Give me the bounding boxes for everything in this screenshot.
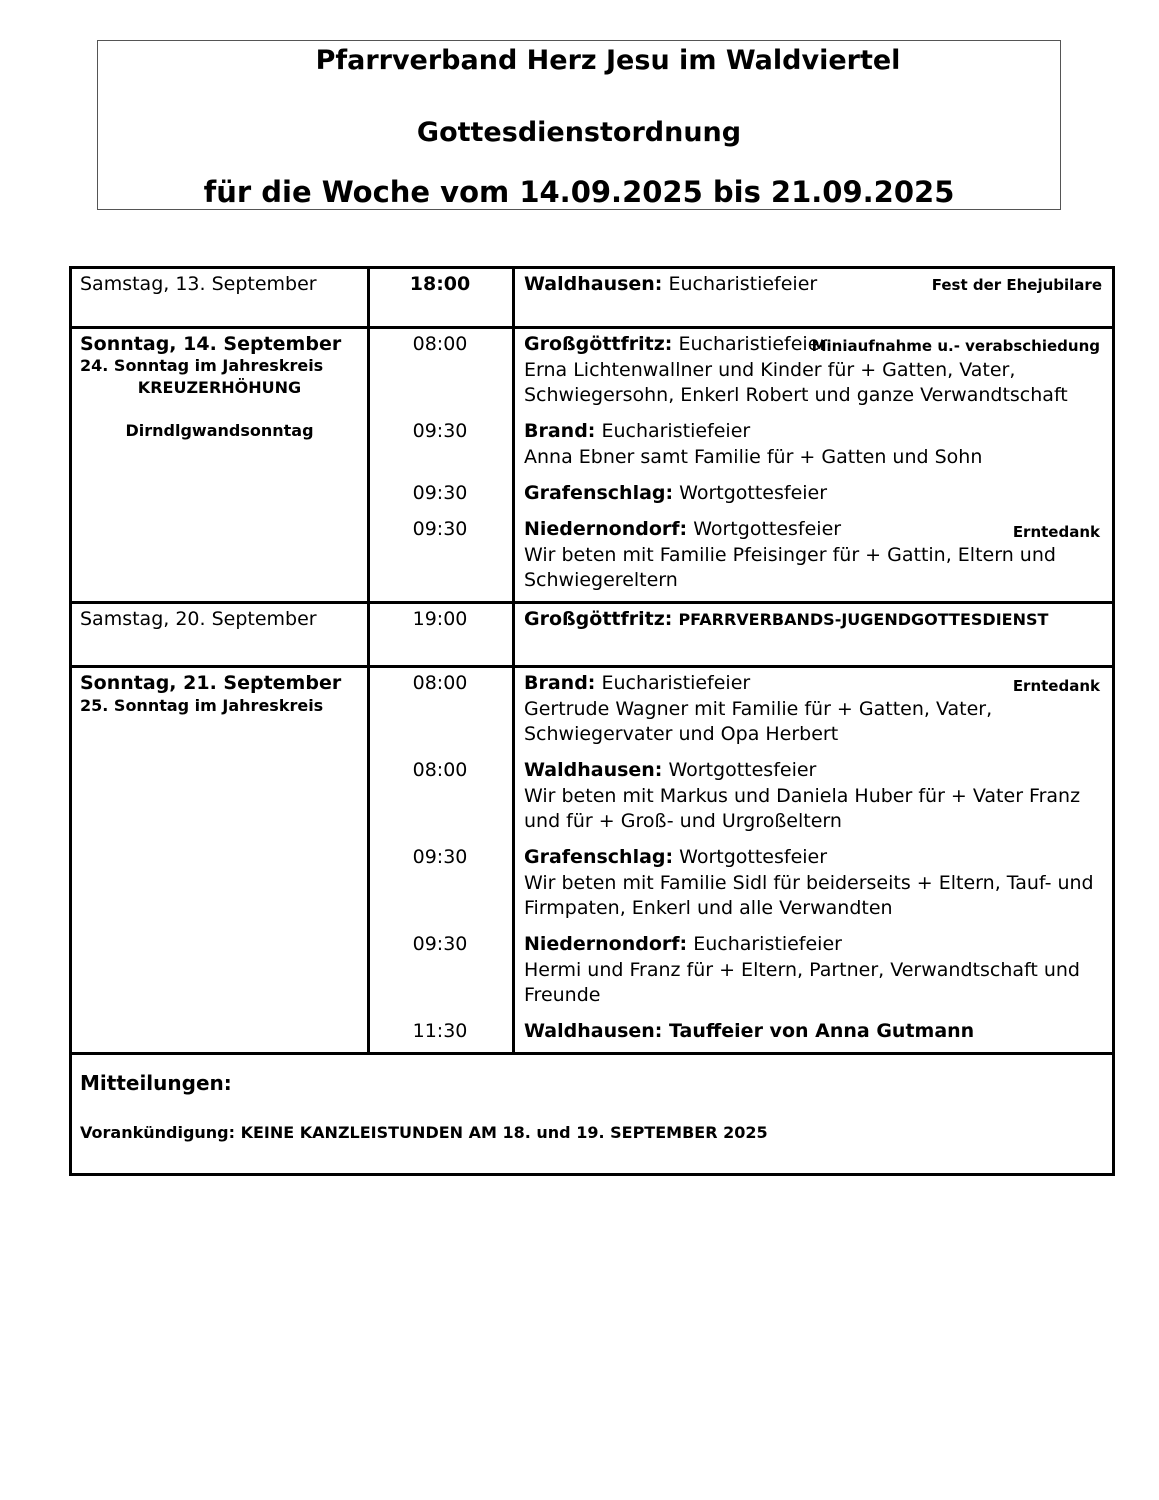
service-entry: Waldhausen: Tauffeier von Anna Gutmann — [524, 1020, 975, 1042]
service-entry: Grafenschlag: Wortgottesfeier — [524, 482, 828, 504]
service-note: Fest der Ehejubilare — [931, 276, 1102, 294]
service-time: 08:00 — [412, 672, 468, 694]
header-box — [97, 40, 1061, 210]
service-entry: Waldhausen: Eucharistiefeier — [524, 273, 818, 295]
service-entry: Grafenschlag: Wortgottesfeier Wir beten mit Familie Sidl für beiderseits + Eltern, Tauf- und Firmpaten, Enkerl und alle Verwandten — [524, 846, 1094, 919]
service-time: 18:00 — [409, 273, 471, 295]
service-time: 08:00 — [412, 333, 468, 355]
service-time: 09:30 — [412, 933, 468, 955]
day-label: Samstag, 13. September — [80, 273, 317, 295]
week-range: für die Woche vom 14.09.2025 bis 21.09.2025 — [203, 175, 955, 209]
parish-name: Pfarrverband Herz Jesu im Waldviertel — [315, 45, 901, 76]
liturgical-day: 25. Sonntag im Jahreskreis — [80, 696, 324, 715]
row-divider — [72, 1052, 1112, 1055]
liturgical-day: 24. Sonntag im Jahreskreis — [80, 356, 324, 375]
service-time: 09:30 — [412, 482, 468, 504]
row-divider — [72, 326, 1112, 329]
service-entry: Brand: Eucharistiefeier Anna Ebner samt Familie für + Gatten und Sohn — [524, 420, 983, 468]
service-entry: Waldhausen: Wortgottesfeier Wir beten mit Markus und Daniela Huber für + Vater Franz und für + Groß- und Urgroßeltern — [524, 759, 1081, 832]
service-time: 19:00 — [412, 608, 468, 630]
notice-text: Vorankündigung: KEINE KANZLEISTUNDEN AM 18. und 19. SEPTEMBER 2025 — [80, 1123, 768, 1142]
service-entry: Niedernondorf: Wortgottesfeier Wir beten mit Familie Pfeisinger für + Gattin, Eltern und Schwiegereltern — [524, 518, 1056, 591]
service-entry: Großgöttfritz: PFARRVERBANDS-JUGENDGOTTESDIENST — [524, 608, 1049, 630]
service-entry: Niedernondorf: Eucharistiefeier Hermi und Franz für + Eltern, Partner, Verwandtschaft und Freunde — [524, 933, 1080, 1006]
row-divider — [72, 665, 1112, 668]
service-time: 09:30 — [412, 846, 468, 868]
service-time: 11:30 — [412, 1020, 468, 1042]
day-label: Sonntag, 21. September — [80, 672, 342, 694]
day-label: Samstag, 20. September — [80, 608, 317, 630]
service-note: Erntedank — [1012, 523, 1100, 541]
special-sunday: Dirndlgwandsonntag — [125, 421, 314, 440]
column-divider — [512, 269, 515, 1055]
schedule-table — [69, 266, 1115, 1176]
service-time: 09:30 — [412, 420, 468, 442]
service-entry: Großgöttfritz: Eucharistiefeier Erna Lichtenwallner und Kinder für + Gatten, Vater, Schwiegersohn, Enkerl Robert und ganze Verwandtschaft — [524, 333, 1068, 406]
day-label: Sonntag, 14. September — [80, 333, 342, 355]
service-time: 09:30 — [412, 518, 468, 540]
service-time: 08:00 — [412, 759, 468, 781]
document-title: Gottesdienstordnung — [416, 117, 742, 148]
service-note: Erntedank — [1012, 677, 1100, 695]
notices-heading: Mitteilungen: — [80, 1071, 232, 1095]
feast-name: KREUZERHÖHUNG — [137, 378, 302, 397]
row-divider — [72, 601, 1112, 604]
service-entry: Brand: Eucharistiefeier Gertrude Wagner mit Familie für + Gatten, Vater, Schwiegervater und Opa Herbert — [524, 672, 993, 745]
service-note: Miniaufnahme u.- verabschiedung — [811, 337, 1100, 355]
